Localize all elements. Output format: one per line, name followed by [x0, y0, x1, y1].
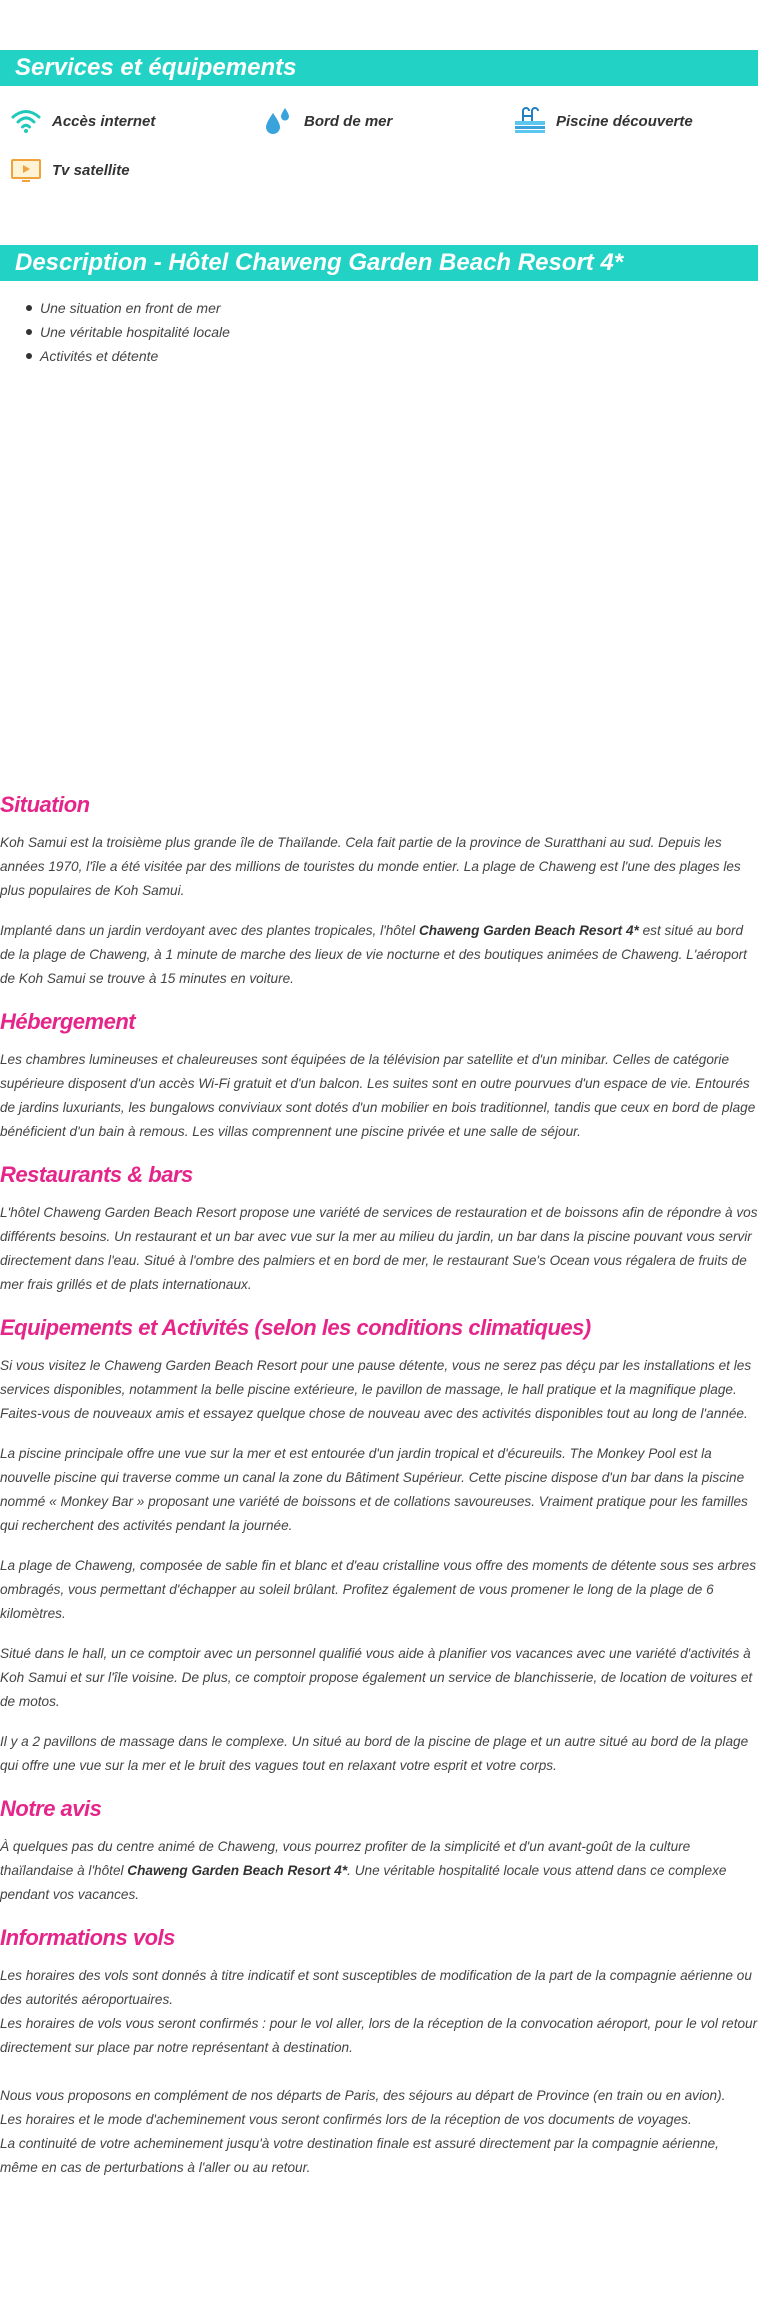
pool-icon	[514, 105, 546, 137]
paragraph: Les horaires des vols sont donnés à titre indicatif et sont susceptibles de modification de la part de la compagnie aérienne ou des autorités aéroportuaires.	[0, 1968, 752, 2007]
section-restaurants	[0, 1160, 758, 1297]
section-title: Hébergement	[0, 1009, 136, 1034]
service-label: Tv satellite	[52, 161, 130, 179]
paragraph: Si vous visitez le Chaweng Garden Beach Resort pour une pause détente, vous ne serez pas déçu par les installations et les services disponibles, notamment la belle piscine extérieure, le pavillon de massage, le hall pratique et la magnifique plage. Faites-vous de nouveaux amis et essayez quelque chose de nouveau avec des activités disponibles tout au long de l'année.	[0, 1358, 752, 1421]
highlight-item: Une situation en front de mer	[40, 296, 230, 320]
water-drop-icon	[262, 105, 294, 137]
section-title: Situation	[0, 792, 90, 817]
paragraph: Implanté dans un jardin verdoyant avec des plantes tropicales, l'hôtel Chaweng Garden Beach Resort 4* est situé au bord de la plage de Chaweng, à 1 minute de marche des lieux de vie nocturne et des boutiques animées de Chaweng. L'aéroport de Koh Samui se trouve à 15 minutes en voiture.	[0, 923, 747, 986]
paragraph: La piscine principale offre une vue sur la mer et est entourée d'un jardin tropical et d'écureuils. The Monkey Pool est la nouvelle piscine qui traverse comme un canal la zone du Bâtiment Supérieur. Cette piscine dispose d'un bar dans la piscine nommé « Monkey Bar » proposant une variété de boissons et de collations savoureuses. Vraiment pratique pour les familles qui recherchent des activités pendant la journée.	[0, 1446, 748, 1533]
section-title: Restaurants & bars	[0, 1162, 193, 1187]
paragraph: Koh Samui est la troisième plus grande île de Thaïlande. Cela fait partie de la province de Suratthani au sud. Depuis les années 1970, l'île a été visitée par des millions de touristes du monde entier. La plage de Chaweng est l'une des plages les plus populaires de Koh Samui.	[0, 835, 741, 898]
service-item-mer	[262, 103, 392, 139]
paragraph: Les chambres lumineuses et chaleureuses sont équipées de la télévision par satellite et d'un minibar. Celles de catégorie supérieure disposent d'un accès Wi-Fi gratuit et d'un balcon. Les suites sont en outre pourvues d'un espace de vie. Entourés de jardins luxuriants, les bungalows conviviaux sont dotés d'un mobilier en bois traditionnel, tandis que ceux en bord de plage bénéficient d'un bain à remous. Les villas comprennent une piscine privée et une salle de séjour.	[0, 1052, 756, 1139]
wifi-icon	[10, 105, 42, 137]
service-label: Accès internet	[52, 112, 156, 130]
section-title: Notre avis	[0, 1796, 102, 1821]
paragraph: La plage de Chaweng, composée de sable fin et blanc et d'eau cristalline vous offre des moments de détente sous ses arbres ombragés, vous permettant d'échapper au soleil brûlant. Profitez également de vous promener le long de la plage de 6 kilomètres.	[0, 1558, 756, 1621]
section-title: Informations vols	[0, 1925, 175, 1950]
description-title: Description - Hôtel Chaweng Garden Beach Resort 4*	[0, 245, 758, 281]
paragraph: La continuité de votre acheminement jusqu'à votre destination finale est assuré directement par la compagnie aérienne, même en cas de perturbations à l'aller ou au retour.	[0, 2136, 719, 2175]
service-label: Bord de mer	[304, 112, 393, 130]
service-item-piscine	[514, 103, 693, 139]
section-hebergement	[0, 1007, 758, 1144]
paragraph: L'hôtel Chaweng Garden Beach Resort propose une variété de services de restauration et de boissons afin de répondre à vos différents besoins. Un restaurant et un bar avec vue sur la mer au milieu du jardin, un bar dans la piscine pouvant vous servir directement dans l'eau. Situé à l'ombre des palmiers et en bord de mer, le restaurant Sue's Ocean vous régalera de fruits de mer frais grillés et de plats internationaux.	[0, 1205, 758, 1292]
paragraph: Situé dans le hall, un ce comptoir avec un personnel qualifié vous aide à planifier vos vacances avec une variété d'activités à Koh Samui et sur l'île voisine. De plus, ce comptoir propose également un service de blanchisserie, de location de voitures et de motos.	[0, 1646, 753, 1709]
paragraph: Les horaires de vols vous seront confirmés : pour le vol aller, lors de la réception de la convocation aéroport, pour le vol retour directement sur place par notre représentant à destination.	[0, 2016, 758, 2055]
section-avis	[0, 1794, 758, 1907]
paragraph: Les horaires et le mode d'acheminement vous seront confirmés lors de la réception de vos documents de voyages.	[0, 2112, 692, 2127]
tv-icon	[10, 154, 42, 186]
highlight-item: Une véritable hospitalité locale	[40, 320, 230, 344]
description-highlights	[24, 296, 230, 368]
highlight-item: Activités et détente	[40, 344, 230, 368]
section-equipements	[0, 1313, 758, 1778]
section-title: Equipements et Activités (selon les conditions climatiques)	[0, 1315, 591, 1340]
services-title: Services et équipements	[0, 50, 758, 86]
section-situation	[0, 790, 758, 991]
service-item-internet	[10, 103, 155, 139]
hotel-name: Chaweng Garden Beach Resort 4*	[127, 1863, 348, 1878]
service-item-tv	[10, 152, 130, 188]
paragraph: Il y a 2 pavillons de massage dans le complexe. Un situé au bord de la piscine de plage et un autre situé au bord de la plage qui offre une vue sur la mer et le bruit des vagues tout en relaxant votre esprit et votre corps.	[0, 1734, 749, 1773]
paragraph: Nous vous proposons en complément de nos départs de Paris, des séjours au départ de Province (en train ou en avion).	[0, 2088, 726, 2103]
service-label: Piscine découverte	[556, 112, 693, 130]
section-vols	[0, 1923, 758, 2180]
paragraph: À quelques pas du centre animé de Chaweng, vous pourrez profiter de la simplicité et d'un avant-goût de la culture thaïlandaise à l'hôtel Chaweng Garden Beach Resort 4*. Une véritable hospitalité locale vous attend dans ce complexe pendant vos vacances.	[0, 1839, 727, 1902]
hotel-description	[0, 790, 758, 2186]
hotel-name: Chaweng Garden Beach Resort 4*	[418, 923, 639, 938]
